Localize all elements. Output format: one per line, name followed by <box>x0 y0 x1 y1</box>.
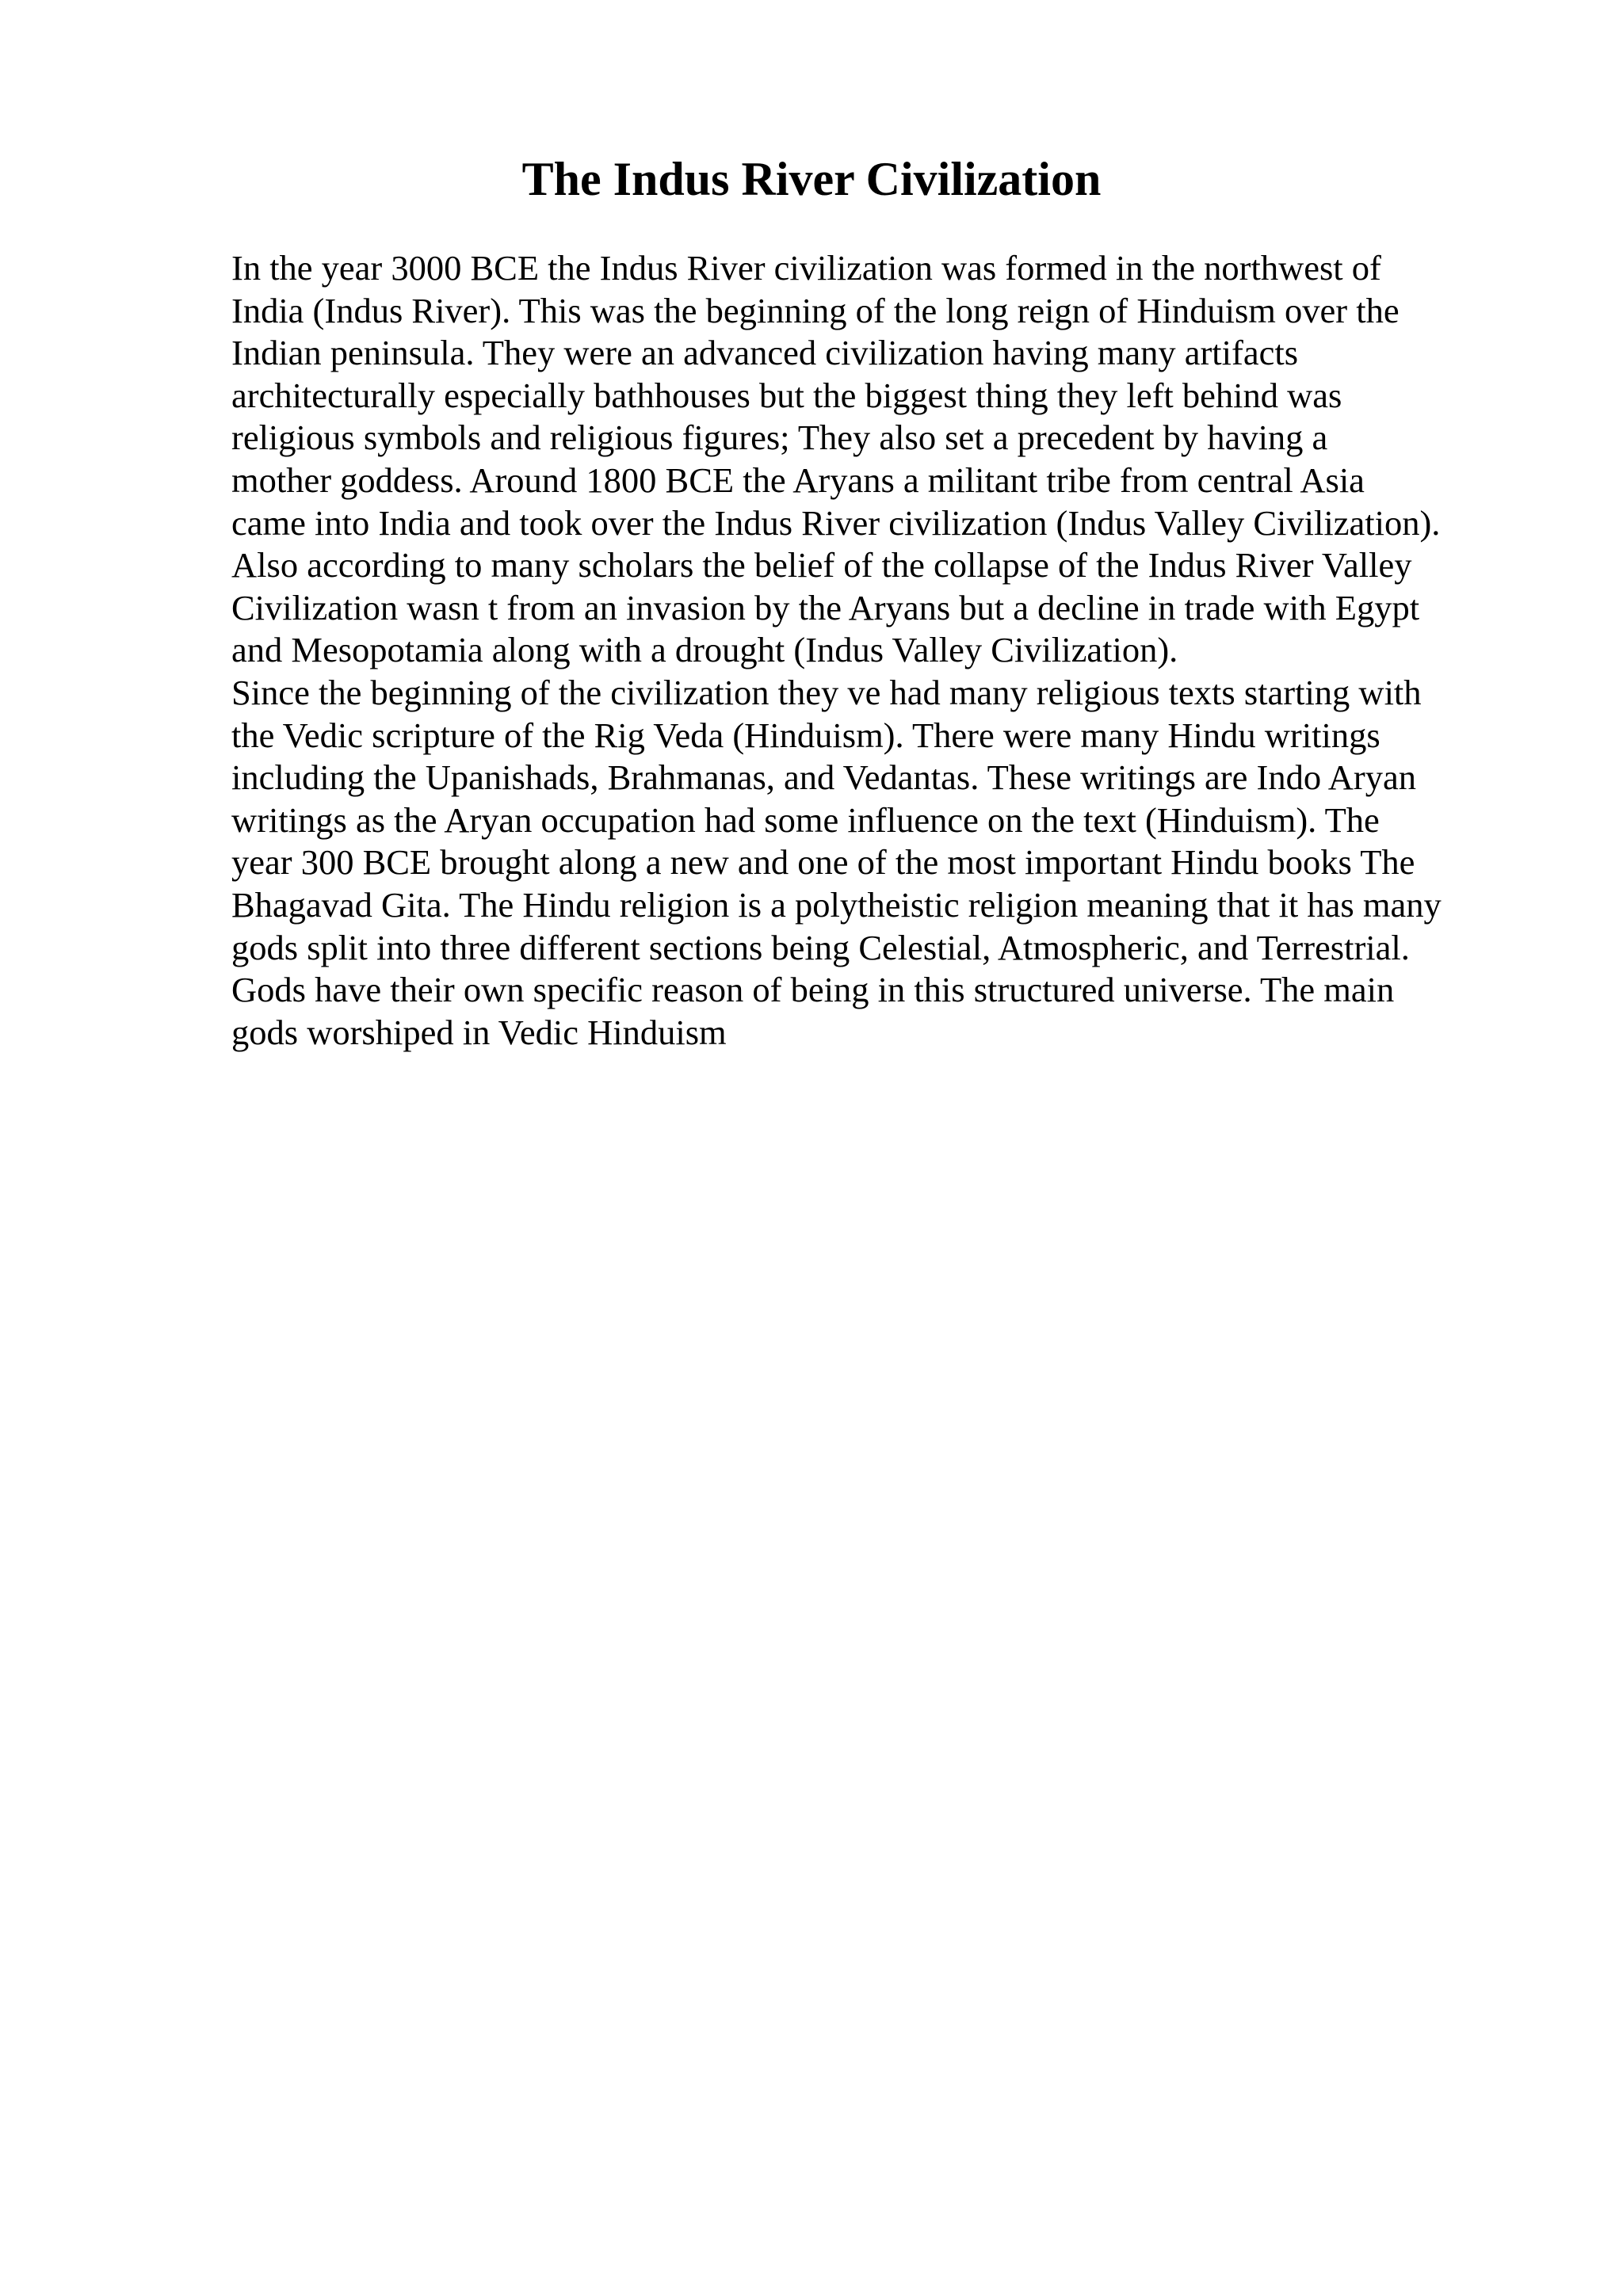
body-line: Since the beginning of the civilization they ve had many religious texts starting with <box>231 672 1422 712</box>
body-line: In the year 3000 BCE the Indus River civilization was formed in the northwest of <box>231 248 1381 288</box>
body-line: and Mesopotamia along with a drought (Indus Valley Civilization). <box>231 630 1178 670</box>
body-line: came into India and took over the Indus River civilization (Indus Valley Civilization). <box>231 502 1441 543</box>
body-line: Bhagavad Gita. The Hindu religion is a polytheistic religion meaning that it has many <box>231 884 1442 925</box>
body-line: writings as the Aryan occupation had some influence on the text (Hinduism). The <box>231 799 1380 840</box>
body-line: mother goddess. Around 1800 BCE the Aryans a militant tribe from central Asia <box>231 460 1365 500</box>
body-line: architecturally especially bathhouses but the biggest thing they left behind was <box>231 375 1342 415</box>
body-line: the Vedic scripture of the Rig Veda (Hinduism). There were many Hindu writings <box>231 715 1381 755</box>
body-line: gods split into three different sections being Celestial, Atmospheric, and Terrestrial. <box>231 927 1410 967</box>
body-line: Civilization wasn t from an invasion by the Aryans but a decline in trade with Egypt <box>231 587 1420 627</box>
body-line: including the Upanishads, Brahmanas, and Vedantas. These writings are Indo Aryan <box>231 757 1416 798</box>
body-line: Also according to many scholars the belief of the collapse of the Indus River Valley <box>231 545 1412 585</box>
body-line: Indian peninsula. They were an advanced civilization having many artifacts <box>231 333 1299 373</box>
body-line: religious symbols and religious figures; They also set a precedent by having a <box>231 418 1328 458</box>
body-line: year 300 BCE brought along a new and one of the most important Hindu books The <box>231 842 1415 883</box>
body-line: gods worshiped in Vedic Hinduism <box>231 1012 727 1052</box>
body-line: Gods have their own specific reason of being in this structured universe. The main <box>231 970 1395 1010</box>
document-title: The Indus River Civilization <box>521 153 1102 205</box>
body-line: India (Indus River). This was the beginning of the long reign of Hinduism over the <box>231 290 1400 330</box>
document-body <box>231 247 1594 1054</box>
